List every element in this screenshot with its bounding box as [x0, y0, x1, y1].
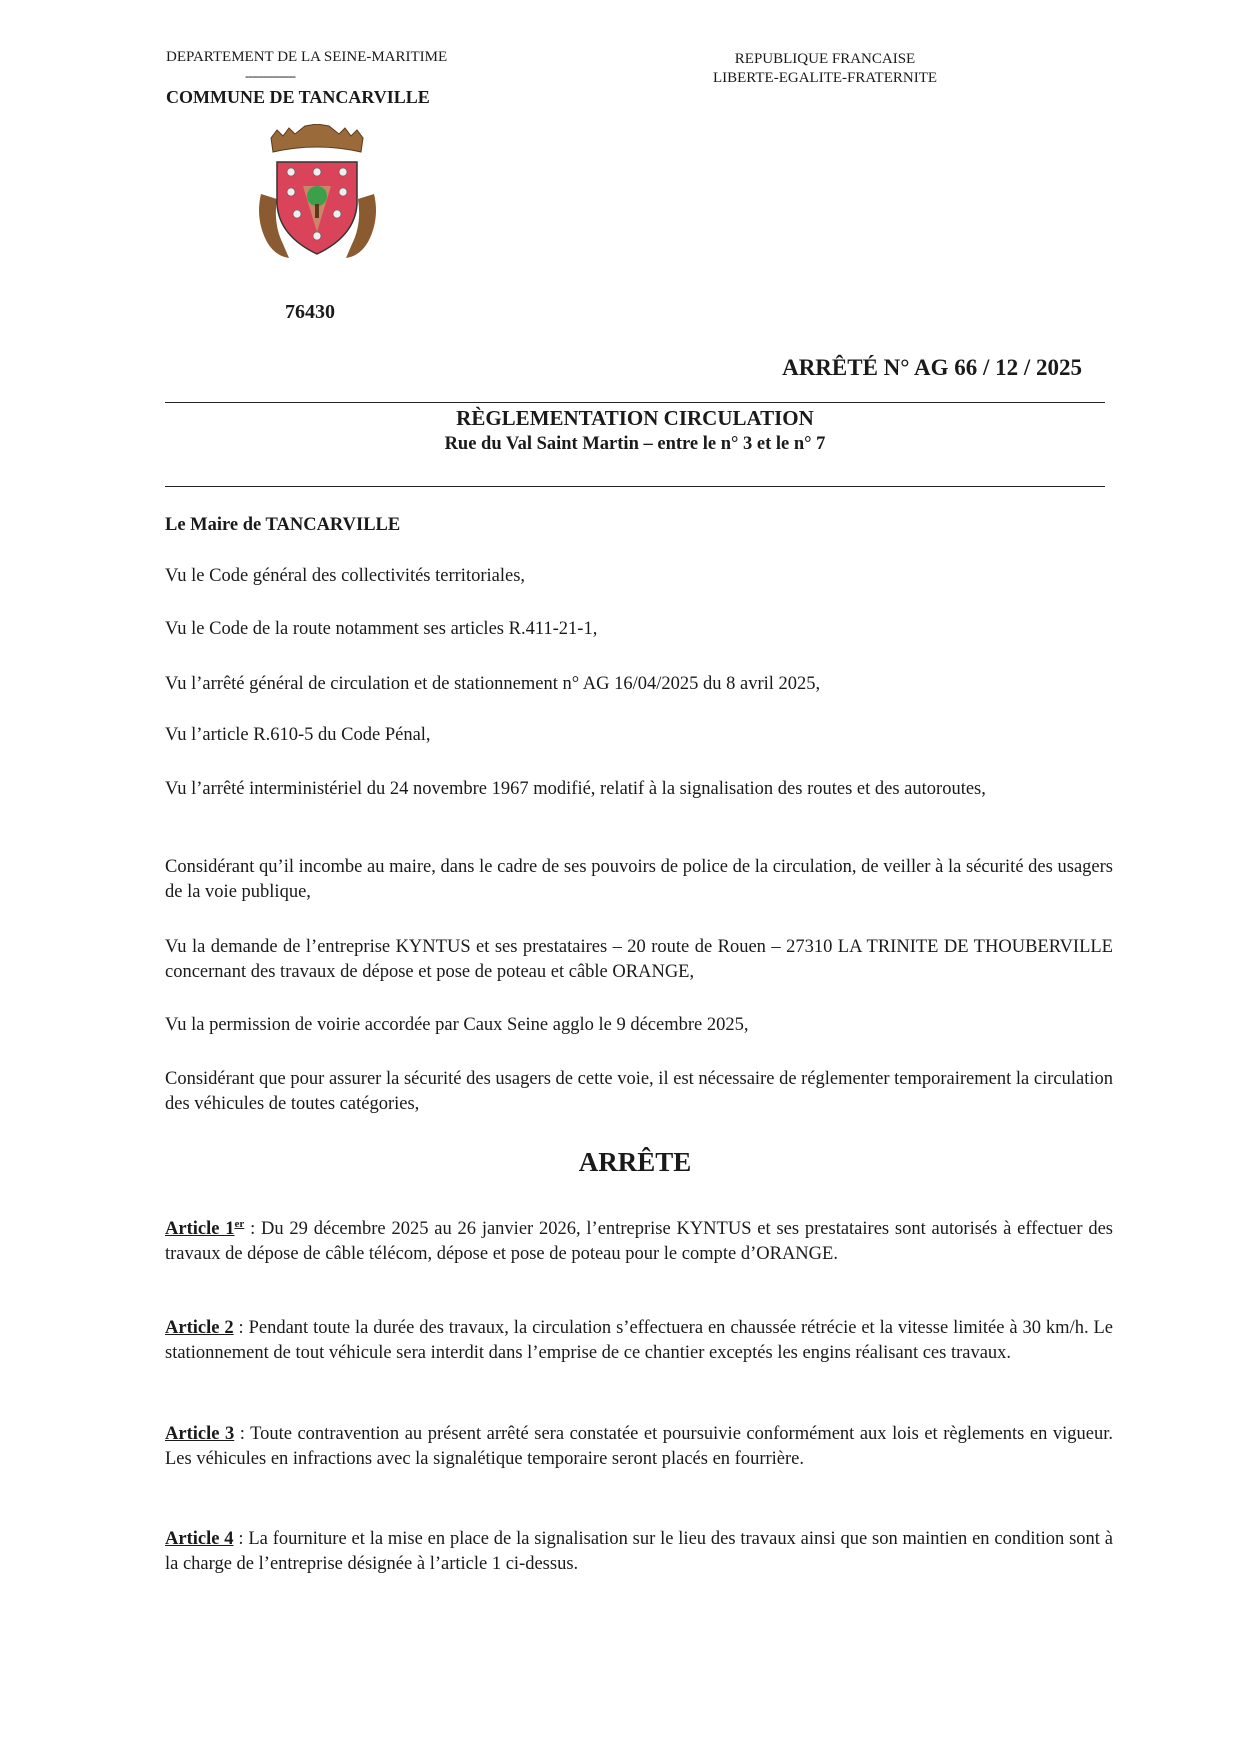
article-label: Article 4: [165, 1529, 234, 1549]
article-label: Article 2: [165, 1318, 234, 1338]
divider-bottom: [165, 486, 1105, 487]
article-2: [165, 1316, 1113, 1366]
author: Le Maire de TANCARVILLE: [165, 515, 401, 535]
department-label: DEPARTEMENT DE LA SEINE-MARITIME: [166, 49, 448, 65]
article-label: Article 3: [165, 1424, 235, 1444]
article-1: [165, 1212, 1113, 1267]
preamble-item: Vu l’arrêté interministériel du 24 novembre 1967 modifié, relatif à la signalisation des routes et des autoroutes,: [165, 779, 986, 799]
article-sup: er: [234, 1218, 245, 1230]
article-3: [165, 1422, 1113, 1472]
article-text: : Toute contravention au présent arrêté sera constatée et poursuivie conformément aux lois et règlements en vigueur. Les véhicules en infractions avec la signalétique temporaire seront placés en fourrière.: [165, 1424, 1113, 1469]
decree-number: ARRÊTÉ N° AG 66 / 12 / 2025: [782, 355, 1082, 380]
decree-subject: RÈGLEMENTATION CIRCULATION: [456, 406, 814, 430]
coat-of-arms-icon: [255, 124, 380, 269]
preamble-item: Considérant qu’il incombe au maire, dans le cadre de ses pouvoirs de police de la circulation, de veiller à la sécurité des usagers de la voie publique,: [165, 857, 1113, 902]
motto-label: LIBERTE-EGALITE-FRATERNITE: [712, 70, 938, 86]
preamble-item: Considérant que pour assurer la sécurité des usagers de cette voie, il est nécessaire de réglementer temporairement la circulation des véhicules de toutes catégories,: [165, 1069, 1113, 1114]
preamble-item: Vu le Code de la route notamment ses articles R.411-21-1,: [165, 619, 598, 639]
header-separator: ---------------: [245, 68, 295, 83]
republic-label: REPUBLIQUE FRANCAISE: [734, 51, 916, 67]
postal-code: 76430: [285, 301, 335, 323]
decision-title: ARRÊTE: [578, 1147, 692, 1177]
article-text: : La fourniture et la mise en place de la signalisation sur le lieu des travaux ainsi que son maintien en condition sont à la charge de l’entreprise désignée à l’article 1 ci-dessus.: [165, 1529, 1113, 1574]
preamble-item: Vu la demande de l’entreprise KYNTUS et ses prestataires – 20 route de Rouen – 27310 LA TRINITE DE THOUBERVILLE concernant des travaux de dépose et pose de poteau et câble ORANGE,: [165, 937, 1113, 982]
preamble-item: Vu la permission de voirie accordée par Caux Seine agglo le 9 décembre 2025,: [165, 1015, 749, 1035]
article-text: : Pendant toute la durée des travaux, la circulation s’effectuera en chaussée rétrécie et la vitesse limitée à 30 km/h. Le stationnement de tout véhicule sera interdit dans l’emprise de ce chantier exceptés les engins réalisant ces travaux.: [165, 1318, 1114, 1363]
article-4: [165, 1527, 1113, 1577]
preamble-item: Vu l’arrêté général de circulation et de stationnement n° AG 16/04/2025 du 8 avril 2025,: [165, 674, 821, 694]
article-label: Article 1: [165, 1219, 235, 1240]
divider-top: [165, 402, 1105, 403]
commune-name: COMMUNE DE TANCARVILLE: [166, 87, 430, 107]
preamble-item: Vu l’article R.610-5 du Code Pénal,: [165, 725, 431, 745]
article-text: : Du 29 décembre 2025 au 26 janvier 2026, l’entreprise KYNTUS et ses prestataires sont autorisés à effectuer des travaux de dépose de câble télécom, dépose et pose de poteau pour le compte d’ORANGE.: [165, 1219, 1113, 1265]
preamble-item: Vu le Code général des collectivités territoriales,: [165, 566, 526, 586]
decree-location: Rue du Val Saint Martin – entre le n° 3 et le n° 7: [444, 434, 826, 454]
